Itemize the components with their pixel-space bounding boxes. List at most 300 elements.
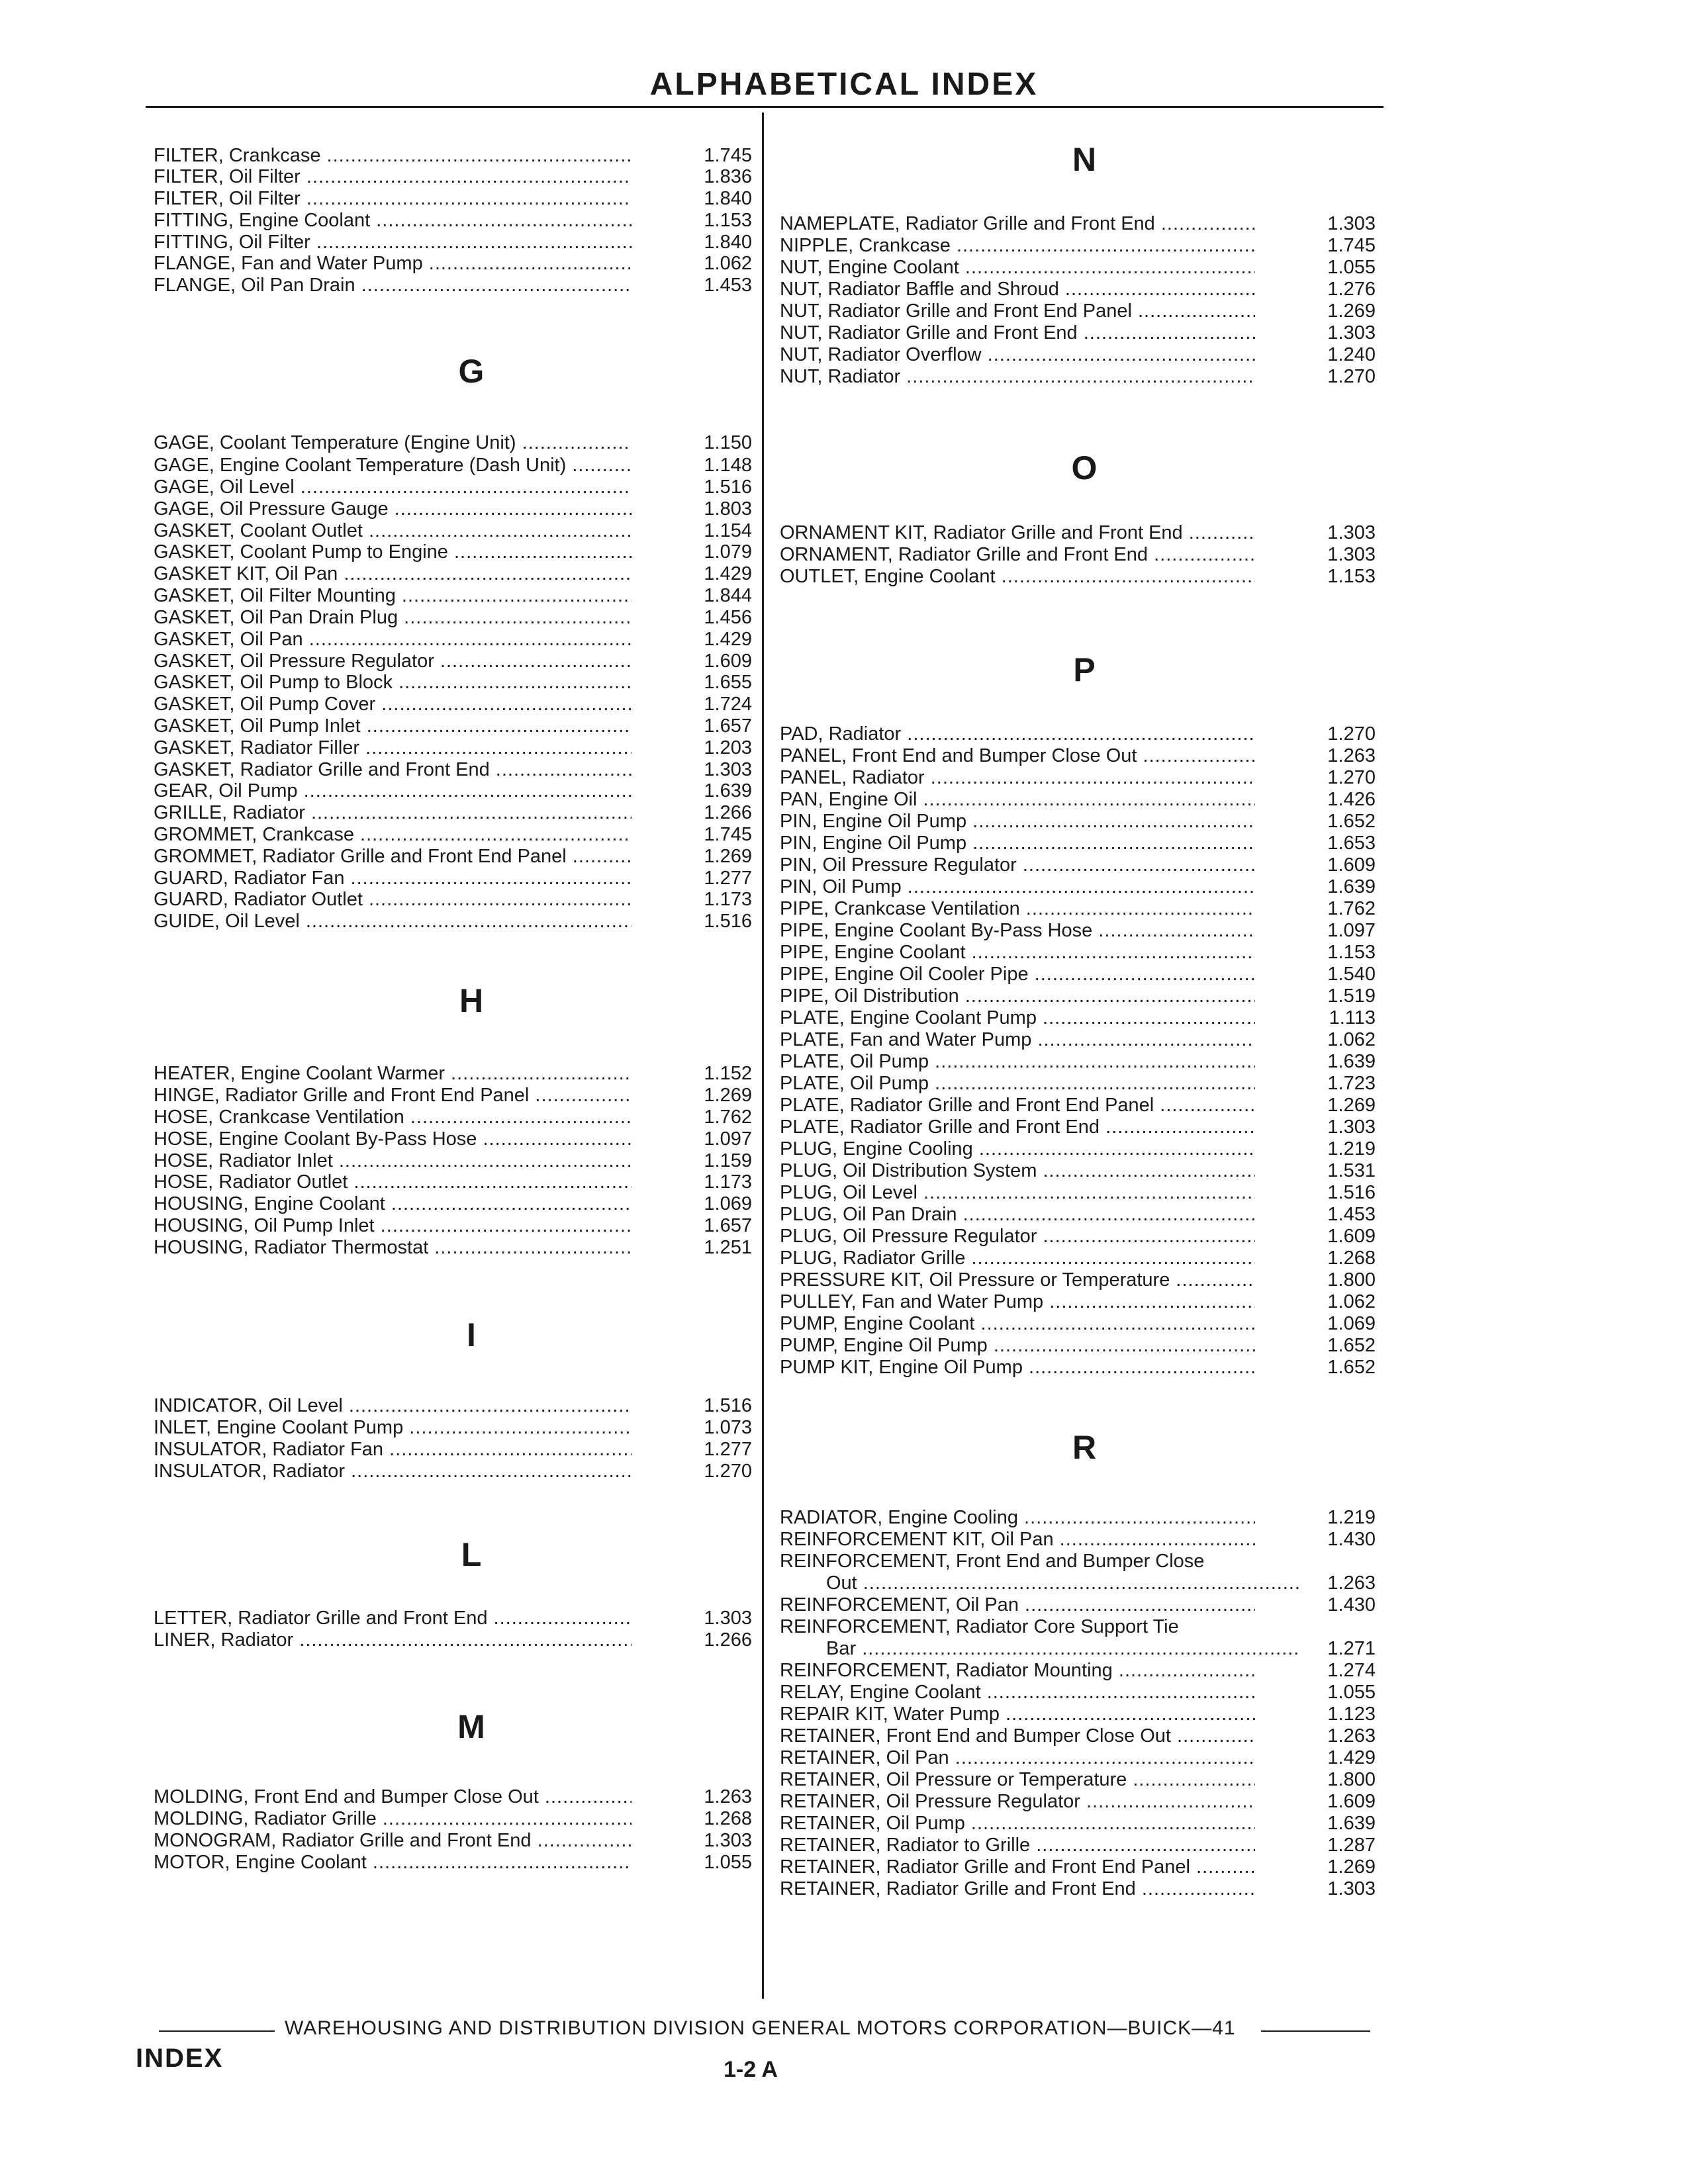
entry-page-number: 1.609	[704, 651, 752, 672]
entry-name: RADIATOR, Engine Cooling .....	[780, 1506, 1255, 1529]
entry-name: GAGE, Engine Coolant Temperature (Dash Unit) .....	[154, 454, 632, 477]
index-entry	[154, 252, 756, 275]
entry-name: INDICATOR, Oil Level .....	[154, 1394, 632, 1417]
index-entry	[780, 300, 1376, 322]
index-entry	[780, 1572, 1376, 1594]
index-entry	[780, 854, 1376, 876]
entry-name: GASKET, Oil Pump Cover .....	[154, 693, 632, 715]
index-entry	[780, 1659, 1376, 1682]
entry-page-number: 1.655	[704, 672, 752, 693]
index-entry	[780, 1247, 1376, 1269]
index-entry	[154, 1629, 756, 1651]
index-entry	[780, 1812, 1376, 1835]
index-entry	[780, 1072, 1376, 1095]
entry-name: PLATE, Oil Pump .....	[780, 1050, 1255, 1073]
entry-name: HOUSING, Oil Pump Inlet .....	[154, 1214, 632, 1237]
entry-page-number: 1.069	[1327, 1313, 1376, 1334]
index-entry	[780, 919, 1376, 942]
entry-name: RETAINER, Oil Pressure or Temperature .....	[780, 1768, 1255, 1791]
entry-page-number: 1.840	[704, 188, 752, 209]
index-entry	[780, 1181, 1376, 1204]
index-entry	[780, 1550, 1376, 1572]
index-entry	[780, 234, 1376, 257]
section-letter: M	[457, 1708, 485, 1745]
entry-page-number: 1.844	[704, 585, 752, 606]
section-letter: N	[1072, 141, 1097, 178]
entry-name: MOLDING, Front End and Bumper Close Out .....	[154, 1786, 632, 1808]
entry-page-number: 1.657	[704, 715, 752, 737]
index-entry	[780, 522, 1376, 544]
entry-name: PIN, Engine Oil Pump .....	[780, 832, 1255, 854]
index-entry	[780, 941, 1376, 964]
entry-name: REPAIR KIT, Water Pump .....	[780, 1703, 1255, 1725]
index-entry	[780, 1160, 1376, 1182]
index-entry	[154, 209, 756, 232]
entry-name: GASKET, Oil Pump Inlet .....	[154, 715, 632, 737]
entry-name: PUMP, Engine Coolant .....	[780, 1312, 1255, 1335]
entry-name: HEATER, Engine Coolant Warmer .....	[154, 1062, 632, 1085]
entry-name: PRESSURE KIT, Oil Pressure or Temperature .....	[780, 1269, 1255, 1291]
entry-name: PLATE, Oil Pump .....	[780, 1072, 1255, 1095]
entry-name: Bar .....	[780, 1637, 1301, 1660]
index-entry	[780, 1116, 1376, 1138]
entry-name: GROMMET, Crankcase .....	[154, 823, 632, 846]
index-entry	[154, 563, 756, 585]
entry-page-number: 1.153	[1327, 942, 1376, 963]
entry-page-number: 1.055	[704, 1852, 752, 1873]
index-entry	[154, 1851, 756, 1874]
entry-name: HOSE, Radiator Inlet .....	[154, 1150, 632, 1172]
entry-page-number: 1.430	[1327, 1529, 1376, 1550]
index-entry	[154, 888, 756, 911]
index-entry	[154, 1438, 756, 1461]
index-entry	[154, 910, 756, 933]
footer-publisher: WAREHOUSING AND DISTRIBUTION DIVISION GENERAL MOTORS CORPORATION—BUICK—41	[285, 2017, 1236, 2039]
index-entry	[154, 1150, 756, 1172]
section-letter: H	[459, 982, 484, 1019]
entry-page-number: 1.609	[1327, 854, 1376, 876]
entry-name: PAN, Engine Oil .....	[780, 788, 1255, 811]
index-entry	[780, 810, 1376, 833]
index-entry	[780, 766, 1376, 789]
entry-name: PLUG, Oil Level .....	[780, 1181, 1255, 1204]
entry-page-number: 1.516	[1327, 1182, 1376, 1203]
index-entry	[154, 1084, 756, 1107]
entry-page-number: 1.263	[1327, 745, 1376, 766]
entry-name: RETAINER, Front End and Bumper Close Out .....	[780, 1725, 1255, 1747]
entry-page-number: 1.303	[1327, 544, 1376, 565]
entry-page-number: 1.639	[704, 780, 752, 801]
entry-name: NUT, Engine Coolant .....	[780, 256, 1255, 279]
index-entry	[780, 1703, 1376, 1725]
entry-name: NUT, Radiator Baffle and Shroud .....	[780, 278, 1255, 300]
index-entry	[780, 1138, 1376, 1160]
entry-page-number: 1.762	[704, 1107, 752, 1128]
entry-page-number: 1.745	[704, 145, 752, 166]
index-entry	[154, 231, 756, 253]
entry-name: NUT, Radiator Grille and Front End Panel .....	[780, 300, 1255, 322]
entry-page-number: 1.263	[1327, 1725, 1376, 1747]
entry-page-number: 1.429	[704, 629, 752, 650]
entry-page-number: 1.803	[704, 498, 752, 520]
entry-page-number: 1.426	[1327, 789, 1376, 810]
index-entry	[780, 1681, 1376, 1704]
entry-name: GUIDE, Oil Level .....	[154, 910, 632, 933]
index-entry	[154, 715, 756, 737]
entry-page-number: 1.269	[704, 846, 752, 867]
entry-page-number: 1.540	[1327, 964, 1376, 985]
section-letter: O	[1071, 449, 1098, 486]
entry-page-number: 1.762	[1327, 898, 1376, 919]
index-entry	[780, 343, 1376, 366]
entry-name: PUMP KIT, Engine Oil Pump .....	[780, 1356, 1255, 1379]
entry-page-number: 1.277	[704, 868, 752, 889]
index-entry	[154, 1128, 756, 1150]
entry-name: HOUSING, Engine Coolant .....	[154, 1193, 632, 1215]
index-entry	[154, 1394, 756, 1417]
index-entry	[780, 565, 1376, 588]
entry-name: FILTER, Crankcase .....	[154, 144, 632, 167]
entry-name: REINFORCEMENT, Front End and Bumper Close	[780, 1551, 1205, 1572]
index-entry	[154, 1062, 756, 1085]
entry-page-number: 1.270	[1327, 723, 1376, 745]
index-entry	[780, 745, 1376, 767]
entry-name: PLUG, Oil Pressure Regulator .....	[780, 1225, 1255, 1248]
index-entry	[154, 144, 756, 167]
entry-name: HOSE, Radiator Outlet .....	[154, 1171, 632, 1193]
index-entry	[780, 1725, 1376, 1747]
entry-page-number: 1.639	[1327, 1813, 1376, 1834]
index-entry	[154, 1416, 756, 1439]
entry-name: NUT, Radiator Grille and Front End .....	[780, 322, 1255, 344]
entry-name: RETAINER, Radiator Grille and Front End .....	[780, 1878, 1255, 1900]
entry-name: FITTING, Engine Coolant .....	[154, 209, 632, 232]
entry-name: GASKET, Oil Pressure Regulator .....	[154, 650, 632, 672]
entry-name: FLANGE, Oil Pan Drain .....	[154, 274, 632, 296]
entry-name: GASKET, Coolant Outlet .....	[154, 520, 632, 542]
entry-page-number: 1.270	[1327, 767, 1376, 788]
entry-page-number: 1.840	[704, 232, 752, 253]
entry-name: GASKET, Oil Filter Mounting .....	[154, 584, 632, 607]
entry-name: INSULATOR, Radiator Fan .....	[154, 1438, 632, 1461]
index-entry	[154, 187, 756, 210]
entry-page-number: 1.154	[704, 520, 752, 541]
entry-name: REINFORCEMENT, Radiator Core Support Tie	[780, 1616, 1179, 1637]
entry-name: PLUG, Oil Pan Drain .....	[780, 1203, 1255, 1226]
entry-page-number: 1.653	[1327, 833, 1376, 854]
entry-name: MONOGRAM, Radiator Grille and Front End .....	[154, 1829, 632, 1852]
entry-name: REINFORCEMENT KIT, Oil Pan .....	[780, 1528, 1255, 1551]
entry-page-number: 1.800	[1327, 1769, 1376, 1790]
entry-name: OUTLET, Engine Coolant .....	[780, 565, 1255, 588]
index-entry	[154, 606, 756, 629]
entry-page-number: 1.652	[1327, 811, 1376, 832]
index-entry	[154, 671, 756, 694]
entry-name: PANEL, Front End and Bumper Close Out .....	[780, 745, 1255, 767]
entry-name: GRILLE, Radiator .....	[154, 801, 632, 824]
entry-name: PUMP, Engine Oil Pump .....	[780, 1334, 1255, 1357]
index-entry	[154, 432, 756, 454]
entry-name: Out .....	[780, 1572, 1301, 1594]
entry-name: PIN, Oil Pressure Regulator .....	[780, 854, 1255, 876]
entry-page-number: 1.429	[704, 563, 752, 584]
entry-page-number: 1.269	[704, 1085, 752, 1106]
entry-name: PLATE, Engine Coolant Pump .....	[780, 1007, 1255, 1029]
index-entry	[780, 985, 1376, 1007]
entry-page-number: 1.303	[704, 759, 752, 780]
entry-name: PIPE, Engine Coolant By-Pass Hose .....	[780, 919, 1255, 942]
entry-page-number: 1.269	[1327, 1856, 1376, 1878]
entry-name: GUARD, Radiator Fan .....	[154, 867, 632, 889]
entry-name: INLET, Engine Coolant Pump .....	[154, 1416, 632, 1439]
entry-name: GASKET, Radiator Grille and Front End .....	[154, 758, 632, 781]
entry-page-number: 1.836	[704, 166, 752, 187]
index-entry	[154, 274, 756, 296]
index-entry	[154, 1807, 756, 1830]
entry-page-number: 1.152	[704, 1063, 752, 1084]
entry-page-number: 1.531	[1327, 1160, 1376, 1181]
index-entry	[154, 1786, 756, 1808]
entry-page-number: 1.609	[1327, 1226, 1376, 1247]
index-entry	[154, 498, 756, 520]
entry-name: GEAR, Oil Pump .....	[154, 780, 632, 802]
index-entry	[780, 1291, 1376, 1313]
entry-name: PIN, Oil Pump .....	[780, 876, 1255, 898]
index-entry	[780, 1094, 1376, 1116]
entry-name: RELAY, Engine Coolant .....	[780, 1681, 1255, 1704]
index-entry	[780, 212, 1376, 235]
index-entry	[154, 780, 756, 802]
entry-page-number: 1.263	[1327, 1572, 1376, 1594]
index-entry	[780, 543, 1376, 566]
entry-page-number: 1.287	[1327, 1835, 1376, 1856]
entry-page-number: 1.303	[1327, 1878, 1376, 1899]
entry-page-number: 1.069	[704, 1193, 752, 1214]
entry-name: RETAINER, Radiator to Grille .....	[780, 1834, 1255, 1856]
entry-name: NIPPLE, Crankcase .....	[780, 234, 1255, 257]
entry-page-number: 1.609	[1327, 1791, 1376, 1812]
index-entry	[154, 628, 756, 651]
index-entry	[154, 1460, 756, 1482]
index-entry	[154, 476, 756, 498]
entry-name: GASKET KIT, Oil Pan .....	[154, 563, 632, 585]
entry-page-number: 1.153	[704, 210, 752, 231]
index-entry	[780, 1790, 1376, 1813]
entry-name: MOTOR, Engine Coolant .....	[154, 1851, 632, 1874]
entry-page-number: 1.079	[704, 541, 752, 563]
index-entry	[154, 1829, 756, 1852]
index-entry	[780, 832, 1376, 854]
index-entry	[154, 801, 756, 824]
footer-rule-right	[1261, 2030, 1370, 2032]
entry-name: FILTER, Oil Filter .....	[154, 165, 632, 188]
entry-name: FITTING, Oil Filter .....	[154, 231, 632, 253]
entry-page-number: 1.516	[704, 911, 752, 932]
index-entry	[780, 1747, 1376, 1769]
entry-page-number: 1.519	[1327, 985, 1376, 1007]
entry-name: HOUSING, Radiator Thermostat .....	[154, 1236, 632, 1259]
entry-page-number: 1.652	[1327, 1335, 1376, 1356]
index-entry	[154, 758, 756, 781]
entry-name: HOSE, Crankcase Ventilation .....	[154, 1106, 632, 1128]
index-entry	[780, 1615, 1376, 1638]
column-divider	[762, 113, 764, 1999]
entry-name: ORNAMENT, Radiator Grille and Front End .....	[780, 543, 1255, 566]
index-entry	[780, 1528, 1376, 1551]
page-number: 1-2 A	[724, 2057, 778, 2082]
index-entry	[154, 1193, 756, 1215]
entry-name: PLUG, Engine Cooling .....	[780, 1138, 1255, 1160]
index-entry	[154, 541, 756, 563]
index-entry	[154, 650, 756, 672]
entry-page-number: 1.303	[704, 1608, 752, 1629]
index-entry	[780, 1594, 1376, 1616]
entry-page-number: 1.271	[1327, 1638, 1376, 1659]
entry-page-number: 1.516	[704, 477, 752, 498]
index-entry	[780, 322, 1376, 344]
index-entry	[780, 1506, 1376, 1529]
entry-page-number: 1.276	[1327, 279, 1376, 300]
entry-name: MOLDING, Radiator Grille .....	[154, 1807, 632, 1830]
entry-page-number: 1.270	[704, 1461, 752, 1482]
entry-name: GASKET, Oil Pan .....	[154, 628, 632, 651]
entry-page-number: 1.263	[704, 1786, 752, 1807]
entry-name: RETAINER, Oil Pressure Regulator .....	[780, 1790, 1255, 1813]
entry-page-number: 1.150	[704, 432, 752, 453]
entry-page-number: 1.055	[1327, 257, 1376, 278]
entry-page-number: 1.303	[1327, 1116, 1376, 1138]
entry-name: GASKET, Oil Pump to Block .....	[154, 671, 632, 694]
entry-name: GROMMET, Radiator Grille and Front End Panel .....	[154, 845, 632, 868]
index-entry	[154, 693, 756, 715]
index-entry	[780, 897, 1376, 920]
title-rule	[146, 106, 1383, 108]
section-letter: R	[1072, 1429, 1097, 1466]
entry-name: GASKET, Radiator Filler .....	[154, 737, 632, 759]
section-letter: G	[458, 353, 485, 390]
entry-page-number: 1.453	[1327, 1204, 1376, 1225]
index-entry	[780, 1028, 1376, 1051]
index-entry	[780, 278, 1376, 300]
entry-page-number: 1.269	[1327, 300, 1376, 322]
index-entry	[780, 1834, 1376, 1856]
entry-name: PIPE, Oil Distribution .....	[780, 985, 1255, 1007]
index-entry	[780, 1269, 1376, 1291]
entry-name: ORNAMENT KIT, Radiator Grille and Front End .....	[780, 522, 1255, 544]
entry-name: REINFORCEMENT, Oil Pan .....	[780, 1594, 1255, 1616]
entry-name: GAGE, Oil Pressure Gauge .....	[154, 498, 632, 520]
entry-page-number: 1.240	[1327, 344, 1376, 365]
index-entry	[780, 1768, 1376, 1791]
index-entry	[780, 1856, 1376, 1878]
entry-page-number: 1.274	[1327, 1660, 1376, 1681]
entry-name: HOSE, Engine Coolant By-Pass Hose .....	[154, 1128, 632, 1150]
entry-page-number: 1.203	[704, 737, 752, 758]
entry-name: GASKET, Oil Pan Drain Plug .....	[154, 606, 632, 629]
entry-page-number: 1.123	[1327, 1704, 1376, 1725]
entry-page-number: 1.097	[704, 1128, 752, 1150]
page-title: ALPHABETICAL INDEX	[649, 67, 1039, 102]
entry-page-number: 1.113	[1329, 1007, 1376, 1028]
entry-page-number: 1.062	[1327, 1291, 1376, 1312]
index-entry	[780, 1225, 1376, 1248]
entry-page-number: 1.745	[704, 824, 752, 845]
entry-name: GAGE, Oil Level .....	[154, 476, 632, 498]
entry-name: GUARD, Radiator Outlet .....	[154, 888, 632, 911]
entry-name: PAD, Radiator .....	[780, 723, 1255, 745]
entry-page-number: 1.251	[704, 1237, 752, 1258]
index-entry	[780, 1007, 1376, 1029]
index-entry	[780, 1637, 1376, 1660]
entry-page-number: 1.062	[1327, 1029, 1376, 1050]
entry-name: RETAINER, Oil Pan .....	[780, 1747, 1255, 1769]
entry-page-number: 1.173	[704, 889, 752, 910]
entry-name: PULLEY, Fan and Water Pump .....	[780, 1291, 1255, 1313]
entry-name: PLUG, Radiator Grille .....	[780, 1247, 1255, 1269]
entry-page-number: 1.639	[1327, 876, 1376, 897]
entry-page-number: 1.303	[704, 1830, 752, 1851]
index-entry	[780, 1050, 1376, 1073]
entry-page-number: 1.266	[704, 1629, 752, 1651]
footer-section-label: INDEX	[136, 2044, 224, 2073]
entry-name: NUT, Radiator .....	[780, 365, 1255, 388]
entry-page-number: 1.153	[1327, 566, 1376, 587]
entry-page-number: 1.073	[704, 1417, 752, 1438]
entry-name: RETAINER, Radiator Grille and Front End Panel .....	[780, 1856, 1255, 1878]
entry-name: GASKET, Coolant Pump to Engine .....	[154, 541, 632, 563]
entry-name: PIPE, Engine Coolant .....	[780, 941, 1255, 964]
entry-page-number: 1.639	[1327, 1051, 1376, 1072]
index-entry	[154, 1236, 756, 1259]
entry-name: PLUG, Oil Distribution System .....	[780, 1160, 1255, 1182]
entry-page-number: 1.270	[1327, 366, 1376, 387]
entry-page-number: 1.303	[1327, 213, 1376, 234]
index-entry	[780, 963, 1376, 985]
index-entry	[154, 867, 756, 889]
entry-page-number: 1.430	[1327, 1594, 1376, 1615]
entry-page-number: 1.219	[1327, 1138, 1376, 1160]
entry-page-number: 1.516	[704, 1395, 752, 1416]
entry-page-number: 1.657	[704, 1215, 752, 1236]
section-letter: I	[467, 1316, 476, 1353]
index-entry	[780, 876, 1376, 898]
entry-name: RETAINER, Oil Pump .....	[780, 1812, 1255, 1835]
entry-name: PIPE, Crankcase Ventilation .....	[780, 897, 1255, 920]
entry-page-number: 1.148	[704, 455, 752, 476]
index-entry	[154, 1171, 756, 1193]
index-entry	[154, 823, 756, 846]
entry-name: PLATE, Radiator Grille and Front End Panel .....	[780, 1094, 1255, 1116]
entry-name: FILTER, Oil Filter .....	[154, 187, 632, 210]
entry-page-number: 1.453	[704, 275, 752, 296]
entry-name: PIN, Engine Oil Pump .....	[780, 810, 1255, 833]
index-entry	[154, 1106, 756, 1128]
entry-page-number: 1.303	[1327, 522, 1376, 543]
entry-page-number: 1.277	[704, 1439, 752, 1460]
entry-name: NUT, Radiator Overflow .....	[780, 343, 1255, 366]
index-entry	[780, 1203, 1376, 1226]
entry-page-number: 1.268	[704, 1808, 752, 1829]
entry-page-number: 1.303	[1327, 322, 1376, 343]
index-entry	[780, 1356, 1376, 1379]
entry-name: LETTER, Radiator Grille and Front End .....	[154, 1607, 632, 1629]
index-entry	[154, 165, 756, 188]
index-entry	[154, 845, 756, 868]
entry-page-number: 1.055	[1327, 1682, 1376, 1703]
entry-name: HINGE, Radiator Grille and Front End Panel .....	[154, 1084, 632, 1107]
entry-page-number: 1.268	[1327, 1248, 1376, 1269]
entry-page-number: 1.652	[1327, 1357, 1376, 1378]
